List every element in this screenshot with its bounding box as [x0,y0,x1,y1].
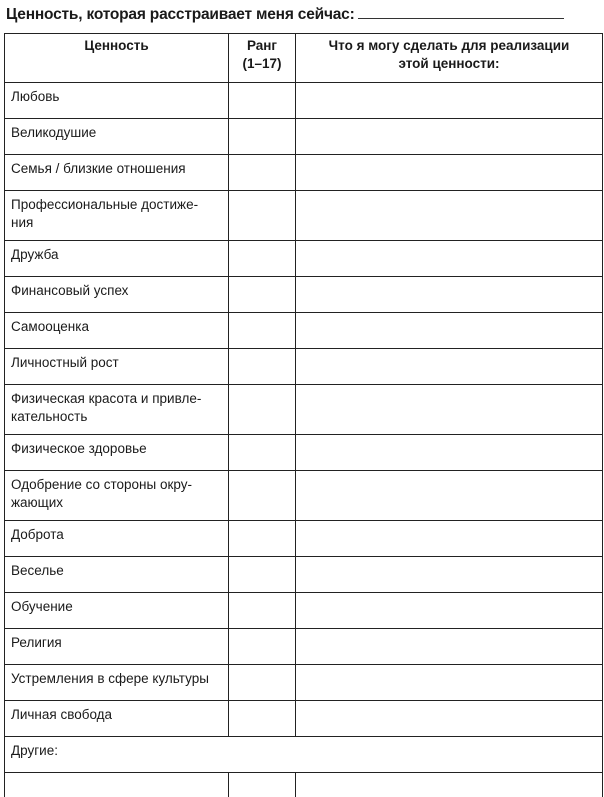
table-row [5,277,603,313]
rank-cell[interactable] [229,277,296,313]
table-row [5,471,603,521]
rank-cell[interactable] [229,521,296,557]
value-cell: Личная свобода [5,701,229,737]
table-row [5,593,603,629]
header-rank: Ранг (1–17) [229,34,296,83]
action-cell[interactable] [296,277,603,313]
table-row [5,83,603,119]
rank-cell[interactable] [229,385,296,435]
action-cell[interactable] [296,119,603,155]
value-cell: Одобрение со стороны окру- жающих [5,471,229,521]
rank-cell[interactable] [229,241,296,277]
action-cell[interactable] [296,83,603,119]
value-cell: Финансовый успех [5,277,229,313]
other-row [5,737,603,773]
action-cell[interactable] [296,629,603,665]
action-cell[interactable] [296,701,603,737]
rank-cell[interactable] [229,83,296,119]
value-cell: Физическое здоровье [5,435,229,471]
table-row [5,629,603,665]
value-cell: Семья / близкие отношения [5,155,229,191]
title-blank-line[interactable] [358,4,564,19]
page-title [6,4,604,24]
value-cell: Доброта [5,521,229,557]
value-cell: Профессиональные достиже- ния [5,191,229,241]
action-cell[interactable] [296,773,603,797]
action-cell[interactable] [296,191,603,241]
value-cell: Веселье [5,557,229,593]
rank-cell[interactable] [229,471,296,521]
rank-cell[interactable] [229,593,296,629]
value-cell: Самооценка [5,313,229,349]
rank-cell[interactable] [229,435,296,471]
table-row [5,701,603,737]
action-cell[interactable] [296,155,603,191]
other-label: Другие: [5,737,603,773]
rank-cell[interactable] [229,191,296,241]
action-cell[interactable] [296,313,603,349]
header-action: Что я могу сделать для реализации этой ценности: [296,34,603,83]
value-cell: Дружба [5,241,229,277]
action-cell[interactable] [296,241,603,277]
value-cell: Личностный рост [5,349,229,385]
value-cell: Устремления в сфере культуры [5,665,229,701]
value-cell: Физическая красота и привле- кательность [5,385,229,435]
rank-cell[interactable] [229,155,296,191]
table-row [5,349,603,385]
action-cell[interactable] [296,593,603,629]
rank-cell[interactable] [229,773,296,797]
table-row [5,435,603,471]
action-cell[interactable] [296,665,603,701]
header-value: Ценность [5,34,229,83]
table-row [5,665,603,701]
table-row [5,241,603,277]
table-row [5,155,603,191]
action-cell[interactable] [296,385,603,435]
value-cell[interactable] [5,773,229,797]
rank-cell[interactable] [229,701,296,737]
values-table [4,33,603,797]
rank-cell[interactable] [229,629,296,665]
table-row [5,557,603,593]
action-cell[interactable] [296,557,603,593]
action-cell[interactable] [296,471,603,521]
rank-cell[interactable] [229,557,296,593]
action-cell[interactable] [296,521,603,557]
table-row [5,313,603,349]
page-title-text: Ценность, которая расстраивает меня сейчас: [6,6,355,23]
value-cell: Обучение [5,593,229,629]
value-cell: Великодушие [5,119,229,155]
rank-cell[interactable] [229,349,296,385]
table-row [5,191,603,241]
table-header-row [5,34,603,83]
rank-cell[interactable] [229,313,296,349]
action-cell[interactable] [296,349,603,385]
value-cell: Религия [5,629,229,665]
rank-cell[interactable] [229,665,296,701]
blank-row [5,773,603,797]
table-row [5,521,603,557]
action-cell[interactable] [296,435,603,471]
table-row [5,119,603,155]
rank-cell[interactable] [229,119,296,155]
table-row [5,385,603,435]
value-cell: Любовь [5,83,229,119]
